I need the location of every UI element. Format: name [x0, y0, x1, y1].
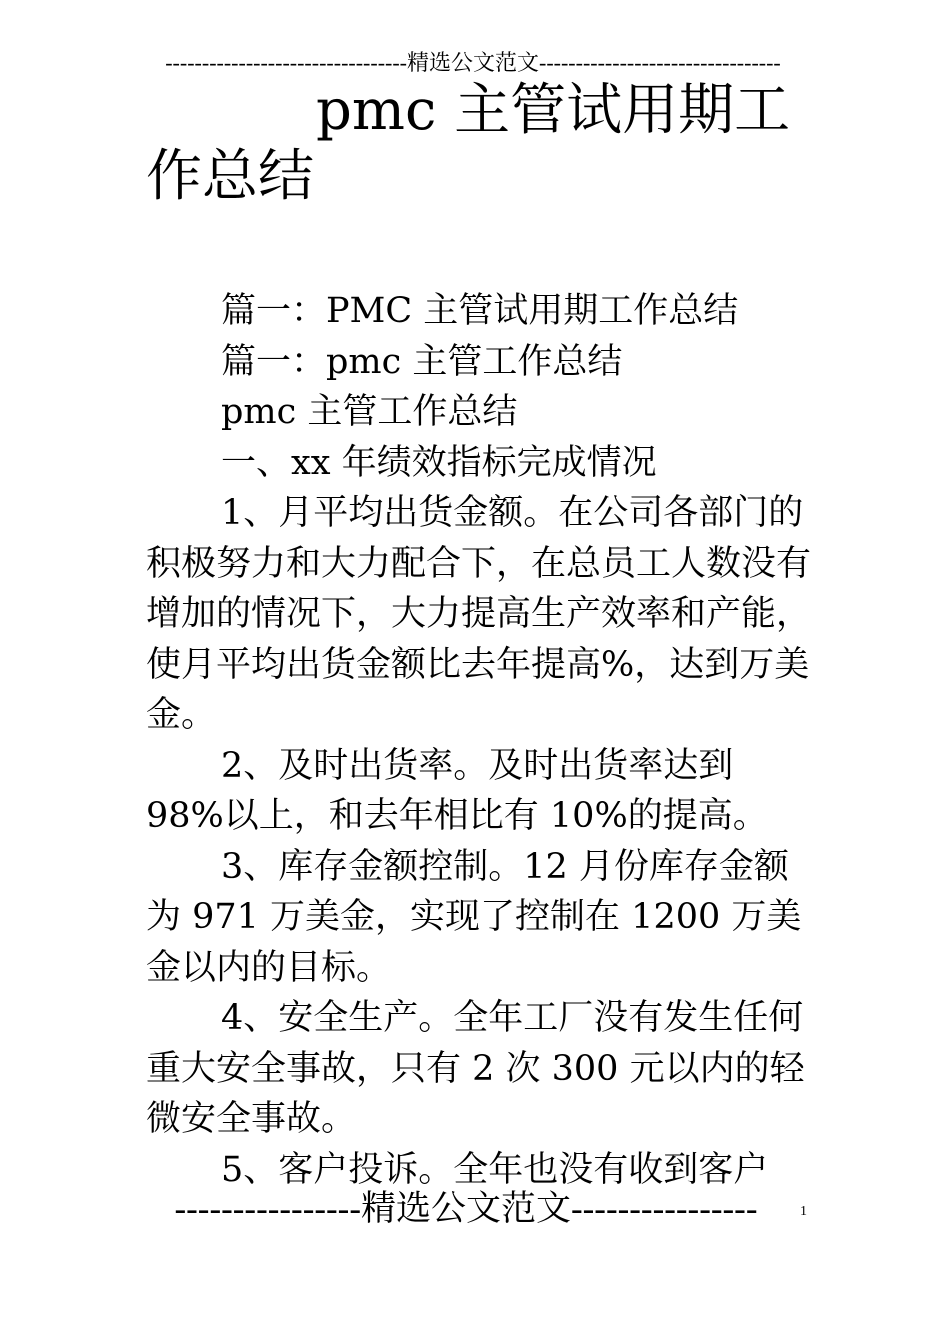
paragraph-safety: 4、安全生产。全年工厂没有发生任何重大安全事故，只有 2 次 300 元以内的轻微安全事故。 — [146, 998, 805, 1139]
document-title — [146, 78, 800, 210]
paragraph-ontime-rate: 2、及时出货率。及时出货率达到 98%以上，和去年相比有 10%的提高。 — [146, 745, 768, 836]
paragraph-complaints: 5、客户投诉。全年也没有收到客户 — [221, 1149, 769, 1190]
title-line-1: pmc 主管试用期工 — [316, 78, 791, 143]
page-number: 1 — [800, 1204, 807, 1219]
section-heading-1: 篇一：PMC 主管试用期工作总结 — [221, 291, 739, 331]
section-heading-3: pmc 主管工作总结 — [221, 392, 518, 432]
paragraph-inventory: 3、库存金额控制。12 月份库存金额为 971 万美金，实现了控制在 1200 万美金以内的目标。 — [146, 846, 802, 988]
section-heading-2: 篇一：pmc 主管工作总结 — [221, 341, 623, 382]
footer-banner: ----------------精选公文范文---------------- — [174, 1189, 758, 1228]
section-heading-4: 一、xx 年绩效指标完成情况 — [221, 442, 657, 483]
title-line-2: 作总结 — [146, 144, 314, 209]
header-banner: ---------------------------------精选公文范文--------------------------------- — [165, 50, 781, 75]
paragraph-shipment-amount: 1、月平均出货金额。在公司各部门的积极努力和大力配合下，在总员工人数没有增加的情况下，大力提高生产效率和产能，使月平均出货金额比去年提高%，达到万美金。 — [146, 493, 812, 735]
document-body — [146, 286, 814, 1195]
